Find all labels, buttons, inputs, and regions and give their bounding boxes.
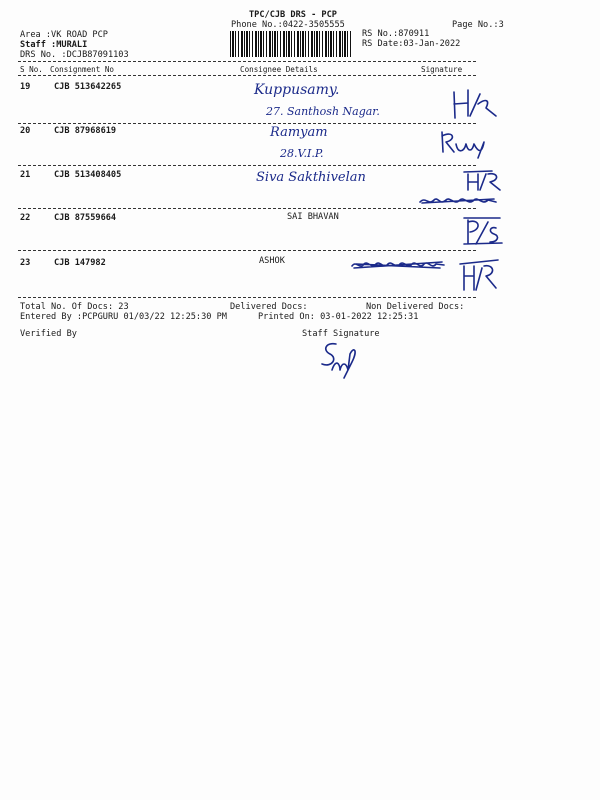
staff-signature-label: Staff Signature [302,329,380,339]
row-divider [18,297,476,298]
staff-label: Staff :MURALI [20,40,88,50]
column-header-sno: S No. [20,65,43,74]
recipient-signature [462,216,504,246]
document-title: TPC/CJB DRS - PCP [249,10,337,20]
delivered-docs: Delivered Docs: [230,302,308,312]
recipient-signature [462,170,506,192]
row-consignment-number: CJB 513642265 [54,82,122,92]
phone-number: Phone No.:0422-3505555 [231,20,345,30]
staff-signature [318,340,366,380]
total-docs: Total No. Of Docs: 23 [20,302,129,312]
barcode [230,31,352,57]
handwritten-consignee-name: Siva Sakthivelan [256,170,366,185]
area-label: Area :VK ROAD PCP [20,30,108,40]
row-serial: 21 [20,170,31,180]
row-consignment-number: CJB 513408405 [54,170,122,180]
divider [18,75,476,76]
row-consignment-number: CJB 87968619 [54,126,117,136]
recipient-signature [438,128,494,160]
drs-number: DRS No. :DCJB87091103 [20,50,129,60]
rs-number: RS No.:870911 [362,29,430,39]
row-divider [18,123,476,124]
consignee-name: ASHOK [259,256,285,266]
rs-date: RS Date:03-Jan-2022 [362,39,461,49]
scribbled-number [350,258,446,272]
column-header-consignment: Consignment No [50,65,115,74]
row-serial: 22 [20,213,31,223]
entered-by: Entered By :PCPGURU 01/03/22 12:25:30 PM [20,312,227,322]
column-header-consignee: Consignee Details [240,65,318,74]
non-delivered-docs: Non Delivered Docs: [366,302,465,312]
consignee-name: SAI BHAVAN [287,212,339,222]
recipient-signature [458,258,502,292]
row-divider [18,165,476,166]
row-consignment-number: CJB 87559664 [54,213,117,223]
handwritten-consignee-address: 28.V.I.P. [280,147,324,160]
verified-by-label: Verified By [20,329,77,339]
row-serial: 23 [20,258,31,268]
handwritten-consignee-name: Ramyam [270,125,328,140]
scribbled-number [418,194,498,208]
recipient-signature [450,86,500,122]
handwritten-consignee-name: Kuppusamy. [254,82,340,98]
divider [18,61,476,62]
column-header-signature: Signature [421,65,463,74]
handwritten-consignee-address: 27. Santhosh Nagar. [266,105,380,118]
row-serial: 20 [20,126,31,136]
printed-on: Printed On: 03-01-2022 12:25:31 [258,312,419,322]
row-serial: 19 [20,82,31,92]
row-divider [18,208,476,209]
row-consignment-number: CJB 147982 [54,258,106,268]
row-divider [18,250,476,251]
page-number: Page No.:3 [452,20,504,30]
